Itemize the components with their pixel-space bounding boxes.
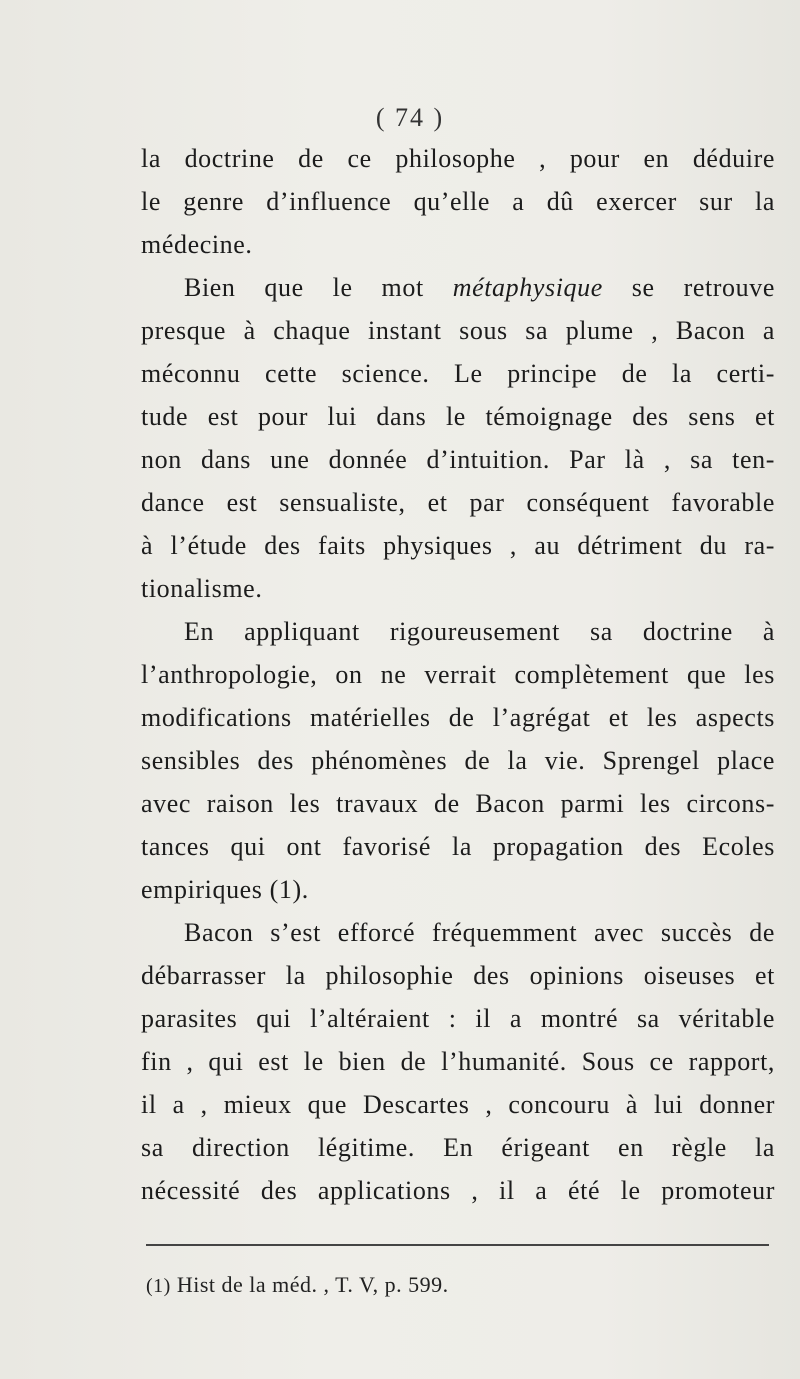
text-line: nécessité des applications , il a été le promoteur: [141, 1176, 775, 1205]
text-line: [141, 266, 775, 309]
text-line: Bacon s’est efforcé fréquemment avec succès de: [184, 918, 775, 947]
text-line: sa direction légitime. En érigeant en règle la: [141, 1133, 775, 1162]
footnote: [146, 1271, 449, 1300]
text-line: débarrasser la philosophie des opinions oiseuses et: [141, 961, 775, 990]
paragraph: [141, 610, 775, 911]
text-line: tances qui ont favorisé la propagation des Ecoles: [141, 832, 775, 861]
text-line: modifications matérielles de l’agrégat et les aspects: [141, 703, 775, 732]
text-line: presque à chaque instant sous sa plume , Bacon a: [141, 316, 775, 345]
text-line: empiriques (1).: [141, 875, 309, 904]
text-line: médecine.: [141, 230, 253, 259]
body-text: [141, 137, 775, 1212]
text-line: dance est sensualiste, et par conséquent favorable: [141, 488, 775, 517]
text-line: la doctrine de ce philosophe , pour en déduire: [141, 144, 775, 173]
text-segment: Bien que le mot métaphysique se retrouve: [184, 273, 775, 302]
text-line: à l’étude des faits physiques , au détriment du ra-: [141, 531, 775, 560]
paragraph: [141, 266, 775, 610]
text-line: tude est pour lui dans le témoignage des sens et: [141, 402, 775, 431]
italic-word: métaphysique: [452, 273, 603, 302]
text-line: il a , mieux que Descartes , concouru à lui donner: [141, 1090, 775, 1119]
footnote-divider: [146, 1244, 769, 1246]
footnote-text: Hist de la méd. , T. V, p. 599.: [176, 1272, 449, 1297]
text-line: sensibles des phénomènes de la vie. Sprengel place: [141, 746, 775, 775]
text-line: tionalisme.: [141, 574, 263, 603]
paragraph: [141, 137, 775, 266]
text-line: l’anthropologie, on ne verrait complètement que les: [141, 660, 775, 689]
page-number: ( 74 ): [375, 103, 445, 132]
text-line: non dans une donnée d’intuition. Par là , sa ten-: [141, 445, 775, 474]
text-line: fin , qui est le bien de l’humanité. Sous ce rapport,: [141, 1047, 775, 1076]
footnote-marker: (1): [146, 1275, 171, 1297]
text-line: En appliquant rigoureusement sa doctrine à: [184, 617, 775, 646]
text-line: méconnu cette science. Le principe de la certi-: [141, 359, 775, 388]
text-line: parasites qui l’altéraient : il a montré sa véritable: [141, 1004, 775, 1033]
text-line: avec raison les travaux de Bacon parmi les circons-: [141, 789, 775, 818]
text-line: le genre d’influence qu’elle a dû exercer sur la: [141, 187, 775, 216]
paragraph: [141, 911, 775, 1212]
